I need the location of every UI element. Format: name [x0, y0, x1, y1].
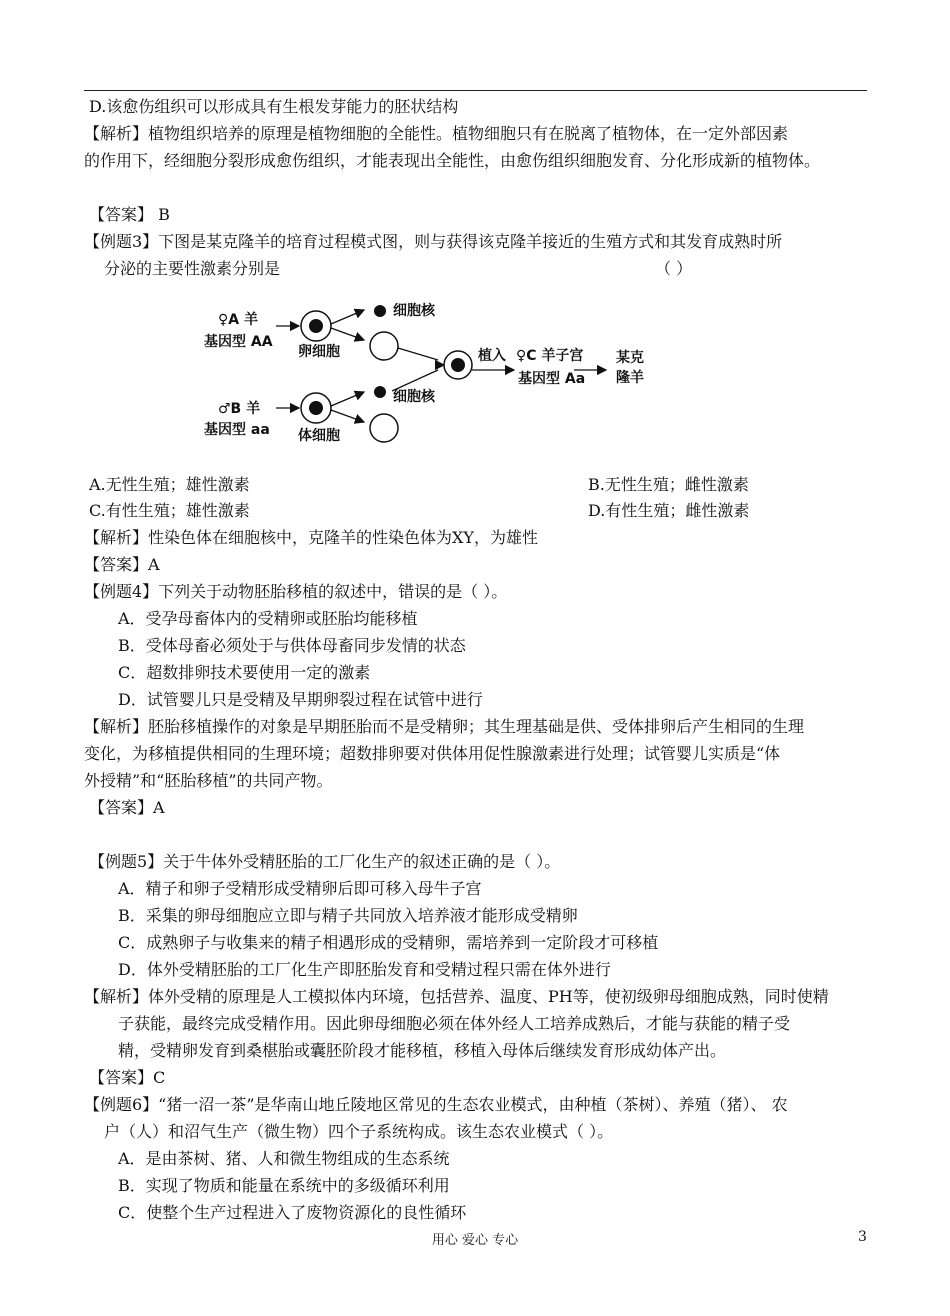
- nucleus-top-dot: [374, 305, 386, 317]
- option-a: A．受孕母畜体内的受精卵或胚胎均能移植: [118, 609, 418, 628]
- answer-line: 【答案】A: [84, 555, 160, 574]
- question-3-stem-cont: 分泌的主要性激素分别是: [104, 259, 281, 278]
- header-rule: [84, 90, 867, 91]
- clone-sheep-diagram: [196, 296, 656, 448]
- genotype-a-label: 基因型 AA: [204, 334, 273, 350]
- genotype-b-label: 基因型 aa: [204, 422, 270, 438]
- egg-nucleus-dot: [309, 319, 323, 333]
- option-c: C．超数排卵技术要使用一定的激素: [118, 663, 371, 682]
- question-6-stem-cont: 户（人）和沼气生产（微生物）四个子系统构成。该生态农业模式（ ）。: [104, 1122, 614, 1141]
- result-label-2: 隆羊: [616, 370, 644, 386]
- nucleus-bottom-label: 细胞核: [393, 389, 435, 405]
- option-b: B．实现了物质和能量在系统中的多级循环利用: [118, 1176, 450, 1195]
- egg-cell-label: 卵细胞: [298, 344, 340, 360]
- analysis-line: 精，受精卵发育到桑椹胎或囊胚阶段才能移植，移植入母体后继续发育形成幼体产出。: [118, 1041, 727, 1060]
- option-b: B．受体母畜必须处于与供体母畜同步发情的状态: [118, 636, 466, 655]
- analysis-line: 子获能，最终完成受精作用。因此卵母细胞必须在体外经人工培养成熟后，才能与获能的精子受: [118, 1014, 791, 1033]
- option-d: D.有性生殖；雌性激素: [588, 501, 750, 520]
- body-cell-label: 体细胞: [298, 428, 340, 444]
- analysis-line: 外授精”和“胚胎移植”的共同产物。: [84, 771, 333, 790]
- nucleus-top-label: 细胞核: [393, 303, 435, 319]
- question-5-stem: 【例题5】关于牛体外受精胚胎的工厂化生产的叙述正确的是（ ）。: [89, 852, 561, 871]
- analysis-line: 变化，为移植提供相同的生理环境；超数排卵要对供体用促性腺激素进行处理；试管婴儿实质是“体: [84, 744, 781, 763]
- analysis-line: 的作用下，经细胞分裂形成愈伤组织，才能表现出全能性，由愈伤组织细胞发育、分化形成新的植物体。: [84, 151, 821, 170]
- result-label-1: 某克: [616, 350, 644, 366]
- answer-line: 【答案】A: [89, 798, 165, 817]
- option-d: D．试管婴儿只是受精及早期卵裂过程在试管中进行: [118, 690, 483, 709]
- option-a: A．精子和卵子受精形成受精卵后即可移入母牛子宫: [118, 879, 482, 898]
- option-a: A.无性生殖；雄性激素: [89, 475, 250, 494]
- analysis-line: 【解析】体外受精的原理是人工模拟体内环境，包括营养、温度、PH等，使初级卵母细胞成熟，同时使精: [84, 987, 829, 1006]
- option-d: D．体外受精胚胎的工厂化生产即胚胎发育和受精过程只需在体外进行: [118, 960, 611, 979]
- body-cell-remainder-circle: [370, 414, 398, 442]
- option-d-prev: D.该愈伤组织可以形成具有生根发芽能力的胚状结构: [89, 97, 459, 116]
- page-number: 3: [858, 1229, 867, 1245]
- sheep-c-label: ♀C 羊子宫: [516, 348, 584, 364]
- page-footer: 用心 爱心 专心: [431, 1233, 519, 1248]
- option-a: A．是由茶树、猪、人和微生物组成的生态系统: [118, 1149, 450, 1168]
- option-c: C．成熟卵子与收集来的精子相遇形成的受精卵，需培养到一定阶段才可移植: [118, 933, 659, 952]
- enucleated-egg-circle: [370, 332, 398, 360]
- implant-label: 植入: [478, 348, 506, 364]
- option-b: B.无性生殖；雌性激素: [588, 475, 749, 494]
- analysis-line: 【解析】胚胎移植操作的对象是早期胚胎而不是受精卵；其生理基础是供、受体排卵后产生相同的生理: [84, 717, 805, 736]
- option-b: B．采集的卵母细胞应立即与精子共同放入培养液才能形成受精卵: [118, 906, 578, 925]
- body-nucleus-dot: [309, 401, 323, 415]
- option-c: C.有性生殖；雄性激素: [89, 501, 250, 520]
- analysis-line: 【解析】性染色体在细胞核中，克隆羊的性染色体为XY，为雄性: [84, 528, 538, 547]
- option-c: C．使整个生产过程进入了废物资源化的良性循环: [118, 1203, 467, 1222]
- question-3-stem: 【例题3】下图是某克隆羊的培育过程模式图，则与获得该克隆羊接近的生殖方式和其发育成熟时所: [84, 232, 783, 251]
- analysis-line: 【解析】植物组织培养的原理是植物细胞的全能性。植物细胞只有在脱离了植物体，在一定外部因素: [84, 124, 789, 143]
- answer-line: 【答案】C: [89, 1068, 166, 1087]
- question-6-stem: 【例题6】“猪一沼一茶”是华南山地丘陵地区常见的生态农业模式，由种植（茶树）、养殖（猪）、 农: [84, 1095, 788, 1114]
- reconstructed-nucleus-dot: [451, 358, 465, 372]
- answer-blank: （ ）: [655, 259, 693, 278]
- question-4-stem: 【例题4】下列关于动物胚胎移植的叙述中，错误的是（ ）。: [84, 582, 508, 601]
- sheep-a-label: ♀A 羊: [218, 312, 258, 328]
- nucleus-bottom-dot: [374, 386, 386, 398]
- answer-line: 【答案】 B: [89, 205, 170, 224]
- genotype-c-label: 基因型 Aa: [518, 371, 586, 387]
- sheep-b-label: ♂B 羊: [218, 401, 261, 417]
